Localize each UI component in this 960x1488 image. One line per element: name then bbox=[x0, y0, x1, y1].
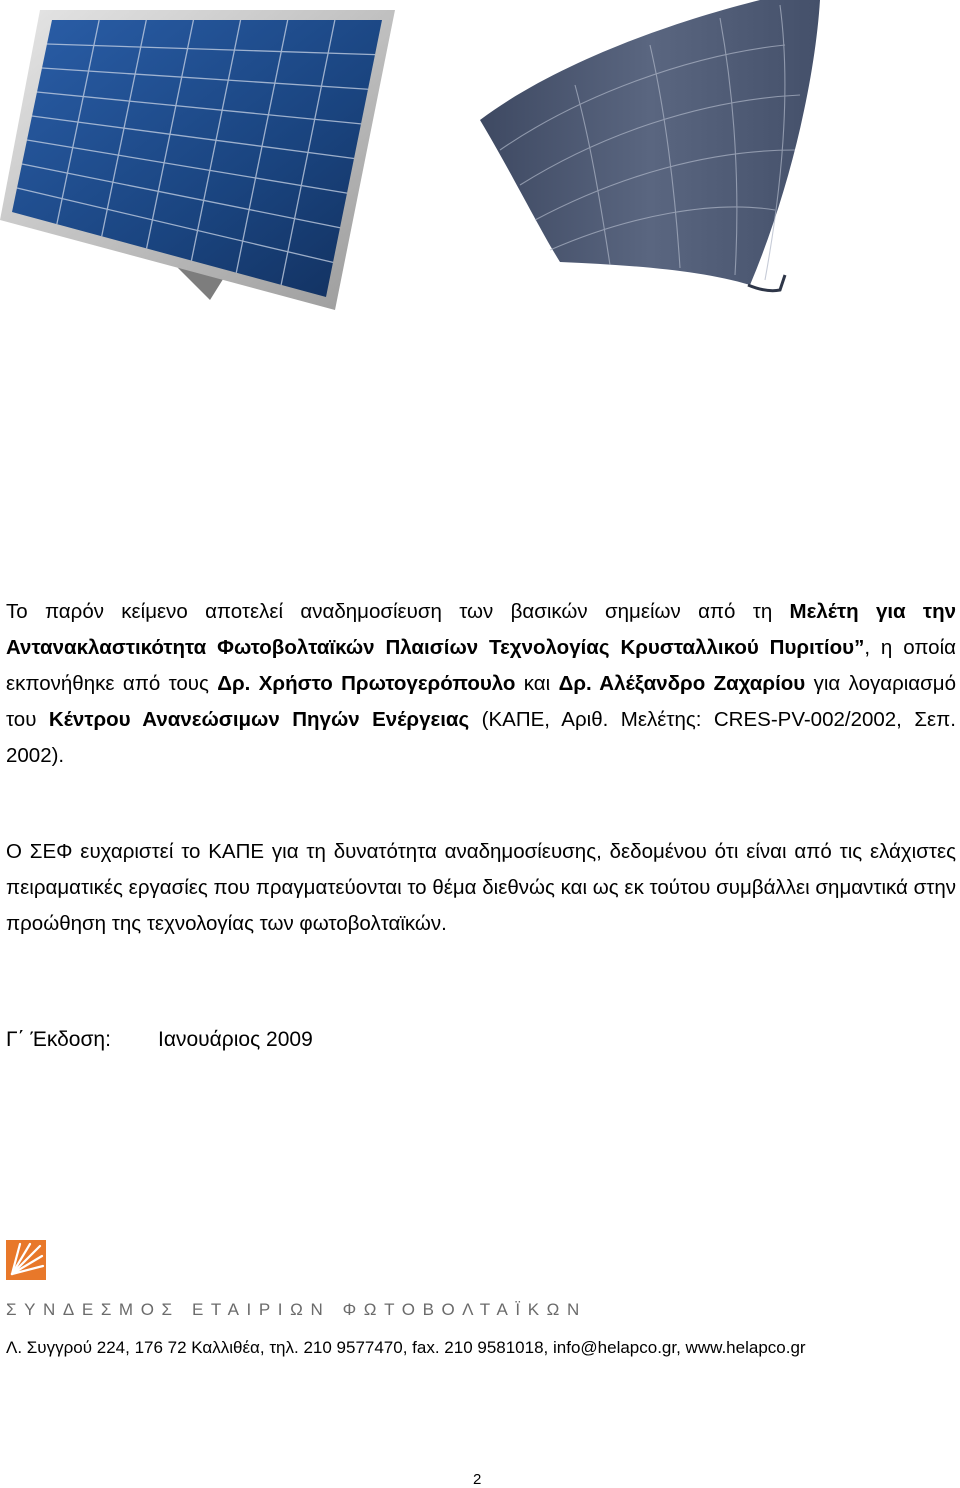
page-number: 2 bbox=[473, 1471, 482, 1488]
thanks-paragraph: Ο ΣΕΦ ευχαριστεί το ΚΑΠΕ για τη δυνατότητα αναδημοσίευσης, δεδομένου ότι είναι από τις ελάχιστες πειραματικές εργασίες που πραγματεύονται το θέμα διεθνώς και ως εκ τούτου συμβάλλει σημαντικά στην προώθηση της τεχνολογίας των φωτοβολταϊκών. bbox=[6, 840, 956, 935]
edition-line bbox=[6, 1028, 313, 1052]
study-title: Μελέτη για την Αντανακλαστικότητα Φωτοβολταϊκών Πλαισίων Τεχνολογίας Κρυσταλλικού Πυριτίου” bbox=[6, 600, 956, 659]
intro-text-5: (ΚΑΠΕ, Αριθ. Μελέτης: CRES-PV-002/2002, Σεπ. 2002). bbox=[6, 708, 956, 767]
intro-text-2: , η οποία εκπονήθηκε από τους bbox=[6, 636, 956, 695]
sun-rays-logo-icon bbox=[6, 1240, 46, 1280]
solar-panels-image bbox=[0, 0, 960, 330]
contact-address: Λ. Συγγρού 224, 176 72 Καλλιθέα, τηλ. 210 9577470, fax. 210 9581018, info@helapco.gr, www.helapco.gr bbox=[6, 1338, 806, 1357]
edition-label: Γ΄ Έκδοση: bbox=[6, 1028, 111, 1051]
intro-text-1: Το παρόν κείμενο αποτελεί αναδημοσίευση των βασικών σημείων από τη bbox=[6, 600, 790, 623]
author-1: Δρ. Χρήστο Πρωτογερόπουλο bbox=[217, 672, 516, 695]
intro-paragraph bbox=[6, 594, 956, 774]
intro-text-4: για λογαριασμό του bbox=[6, 672, 956, 731]
edition-date: Ιανουάριος 2009 bbox=[158, 1028, 313, 1051]
author-2: Δρ. Αλέξανδρο Ζαχαρίου bbox=[558, 672, 806, 695]
intro-text-3: και bbox=[515, 672, 559, 695]
institution-name: Κέντρου Ανανεώσιμων Πηγών Ενέργειας bbox=[48, 708, 470, 731]
organization-name: ΣΥΝΔΕΣΜΟΣ ΕΤΑΙΡΙΩΝ ΦΩΤΟΒΟΛΤΑΪΚΩΝ bbox=[6, 1300, 587, 1319]
